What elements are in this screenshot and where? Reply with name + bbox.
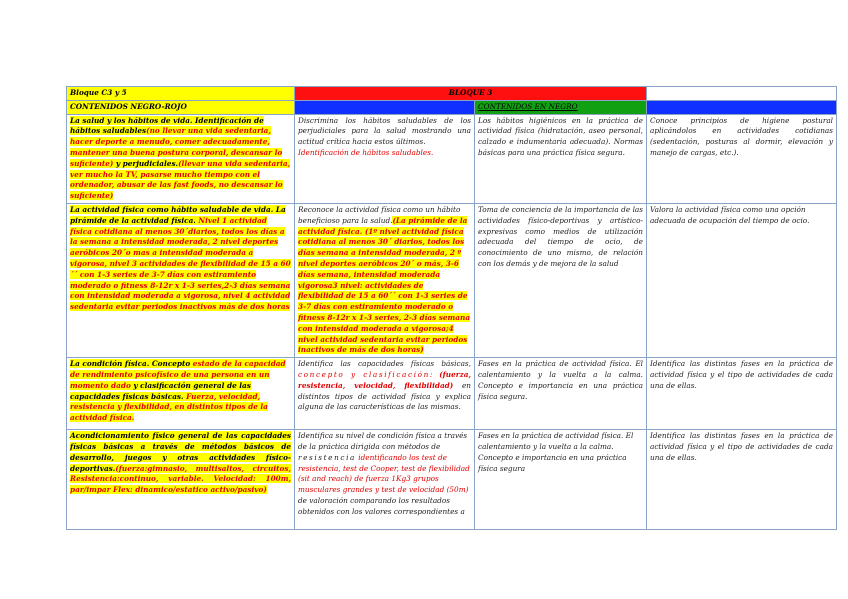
block-title: BLOQUE 3 — [295, 87, 647, 101]
block-header-row — [67, 87, 837, 101]
cell-contenido-negro: Los hábitos higiénicos en la práctica de actividad física (hidratación, aseo personal, calzado e indumentaria adecuada). Normas básicas para una práctica física segura. — [475, 114, 647, 203]
cell-contenido-rojo: La condición física. Concepto estado de la capacidad de rendimiento psicofísico de una persona en un momento dado y clasificación general de las capacidades físicas básicas. Fuerza, velocidad, resistencia y flexibilidad, en distintos tipos de la actividad física. — [67, 358, 295, 430]
table-row — [67, 203, 837, 357]
table-row — [67, 430, 837, 530]
block-label: Bloque C3 y 5 — [67, 87, 295, 101]
cell-contenido-rojo: La salud y los hábitos de vida. Identificación de hábitos saludables(no llevar una vida sedentaria, hacer deporte a menudo, comer adecuadamente, mantener una buena postura corporal, descansar lo suficiente) y perjudiciales.(llevar una vida sedentaria, ver mucho la TV, pasarse mucho tiempo con el ordenador, abusar de las fast foods, no descansar lo suficiente) — [67, 114, 295, 203]
cell-estandar-2: Identifica las distintas fases en la práctica de actividad física y el tipo de actividades de cada una de ellas. — [647, 358, 837, 430]
cell-estandar-2: Valora la actividad física como una opción adecuada de ocupación del tiempo de ocio. — [647, 203, 837, 357]
column-header-row — [67, 100, 837, 114]
col-header-contenidos-negro-rojo: CONTENIDOS NEGRO-ROJO — [67, 100, 295, 114]
cell-contenido-negro: Toma de conciencia de la importancia de las actividades físico-deportivas y artístico-expresivas como medios de utilización adecuada del tiempo de ocio, de conocimiento de uno mismo, de relación con los demás y de mejora de la salud — [475, 203, 647, 357]
table-row — [67, 114, 837, 203]
table-row — [67, 358, 837, 430]
cell-contenido-negro: Fases en la práctica de actividad física. El calentamiento y la vuelta a la calma. Concepto e importancia en una práctica física segura — [475, 430, 647, 530]
cell-estandar-1: Identifica su nivel de condición física a través de la práctica dirigida con métodos de resistencia identificando los test de resistencia, test de Cooper, test de flexibilidad (sit and reach) de fuerza 1Kg3 grupos musculares grandes y test de velocidad (50m) de valoración comparando los resultados obtenidos con los valores correspondientes a — [295, 430, 475, 530]
cell-estandar-1: Discrimina los hábitos saludables de los perjudiciales para la salud mostrando una actitud crítica hacia estos últimos. Identificación de hábitos saludables. — [295, 114, 475, 203]
col-header-contenidos-negro: CONTENIDOS EN NEGRO — [475, 100, 647, 114]
cell-estandar-1: Identifica las capacidades físicas básicas, concepto y clasificación: (fuerza, resistencia, velocidad, flexibilidad) en distintos tipos de actividad física y explica alguna de las características de las mismas. — [295, 358, 475, 430]
cell-estandar-1: Reconoce la actividad física como un hábito beneficioso para la salud.(La pirámide de la actividad física. (1º nivel actividad física cotidiana al menos 30´ diarios, todos los días semana a intensidad moderada, 2 º nivel deportes aeróbicos 20´ o más, 3-6 días semana, intensidad moderada vigorosa3 nivel: actividades de flexibilidad de 15 a 60´´ con 1-3 series de 3-7 días con estiramiento moderado o fitness 8-12r x 1-3 series, 2-3 días semana con intensidad moderada a vigorosa;4 nivel actividad sedentaria evitar periodos inactivos de más de dos horas) — [295, 203, 475, 357]
cell-estandar-2: Conoce principios de higiene postural aplicándolos en actividades cotidianas (sedentación, posturas al dormir, elevación y manejo de cargas, etc.). — [647, 114, 837, 203]
cell-contenido-rojo: La actividad física como hábito saludable de vida. La pirámide de la actividad física. Nivel 1 actividad física cotidiana al menos 30´diarios, todos los días a la semana a intensidad moderada, 2 nivel deportes aeróbicos 20´o mas a intensidad moderada a vigorosa, nivel 3 actividades de flexibilidad de 15 a 60´´ con 1-3 series de 3-7 días con estiramiento moderado o fitness 8-12r x 1-3 series,2-3 días semana con intensidad moderada a vigorosa, nivel 4 actividad sedentaria evitar periodos inactivos más de dos horas — [67, 203, 295, 357]
col-header-estandares-1: ESTÁNDARES DE APRENDIZAJE — [295, 100, 475, 114]
curriculum-table — [66, 86, 837, 530]
cell-contenido-rojo: Acondicionamiento físico general de las capacidades físicas básicas a través de métodos básicos de desarrollo, juegos y otras actividades físico-deportivas.(fuerza:gimnasio, multisaltos, circuitos, Resistencia:continuo, variable. Velocidad: 100m, par/impar Flex: dinamico/estatico activo/pasivo) — [67, 430, 295, 530]
cell-contenido-negro: Fases en la práctica de actividad física. El calentamiento y la vuelta a la calma. Concepto e importancia en una práctica física segura. — [475, 358, 647, 430]
cell-estandar-2: Identifica las distintas fases en la práctica de actividad física y el tipo de actividades de cada una de ellas. — [647, 430, 837, 530]
col-header-estandares-2: ESTÁNDARES DE APRENDIZAJE — [647, 100, 837, 114]
